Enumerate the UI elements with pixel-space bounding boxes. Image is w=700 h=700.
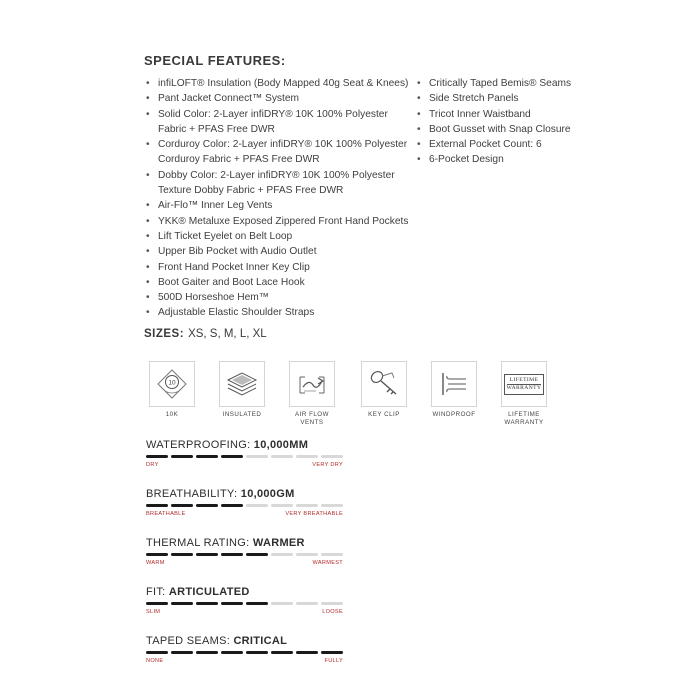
- rating-segment-empty: [296, 455, 318, 458]
- feature-item: • Tricot Inner Waistband: [417, 107, 597, 122]
- feature-item: • 500D Horseshoe Hem™: [146, 290, 411, 305]
- rating-segment-filled: [146, 651, 168, 654]
- rating-segment-filled: [171, 504, 193, 507]
- icon-label: 10K: [165, 411, 179, 418]
- rating-segment-empty: [296, 602, 318, 605]
- rating-value: CRITICAL: [233, 635, 288, 647]
- rating-segment-empty: [271, 602, 293, 605]
- icon-cell-10k: [146, 361, 198, 419]
- sizes-row: [144, 328, 267, 340]
- rating-segment-empty: [271, 504, 293, 507]
- rating-bar: [146, 455, 346, 458]
- rating-value: ARTICULATED: [168, 586, 250, 598]
- rating-segment-filled: [171, 602, 193, 605]
- rating-segment-filled: [246, 651, 268, 654]
- icon-cell-windproof: [428, 361, 480, 419]
- insulated-icon: [219, 361, 265, 407]
- feature-item: • Air-Flo™ Inner Leg Vents: [146, 198, 411, 213]
- rating-segment-filled: [221, 602, 243, 605]
- scale-high-label: FULLY: [324, 658, 343, 664]
- rating-breathability: [146, 488, 346, 517]
- rating-label: FIT:: [146, 586, 169, 598]
- rating-bar: [146, 651, 346, 654]
- icon-label: AIR FLOW VENTS: [295, 411, 329, 426]
- rating-segment-filled: [321, 651, 343, 654]
- scale-high-label: LOOSE: [322, 609, 343, 615]
- sizes-label: SIZES:: [144, 328, 185, 340]
- icon-label: INSULATED: [222, 411, 262, 418]
- feature-item: • Solid Color: 2-Layer infiDRY® 10K 100% Polyester Fabric + PFAS Free DWR: [146, 107, 411, 138]
- key-clip-icon: [361, 361, 407, 407]
- feature-item: • Boot Gusset with Snap Closure: [417, 122, 597, 137]
- rating-segment-filled: [171, 553, 193, 556]
- feature-item: • Boot Gaiter and Boot Lace Hook: [146, 275, 411, 290]
- rating-segment-empty: [321, 553, 343, 556]
- rating-segment-empty: [321, 455, 343, 458]
- warranty-badge-bottom: WARRANTY: [506, 384, 542, 391]
- rating-segment-filled: [246, 553, 268, 556]
- feature-icons: [146, 361, 556, 431]
- feature-item: • Corduroy Color: 2-Layer infiDRY® 10K 100% Polyester Corduroy Fabric + PFAS Free DWR: [146, 137, 411, 168]
- rating-segment-filled: [196, 455, 218, 458]
- rating-label: TAPED SEAMS:: [146, 635, 234, 647]
- rating-segment-empty: [321, 504, 343, 507]
- feature-item: • Front Hand Pocket Inner Key Clip: [146, 260, 411, 275]
- rating-segment-filled: [221, 455, 243, 458]
- sizes-values: XS, S, M, L, XL: [188, 328, 267, 340]
- warranty-badge-top: LIFETIME: [509, 376, 539, 383]
- rating-value: WARMER: [252, 537, 305, 549]
- rating-label: WATERPROOFING:: [146, 439, 254, 451]
- rating-bar: [146, 602, 346, 605]
- rating-waterproofing: [146, 439, 346, 468]
- icon-cell-key-clip: [358, 361, 410, 419]
- rating-segment-filled: [296, 651, 318, 654]
- icon-label: WINDPROOF: [432, 411, 476, 418]
- icon-label: LIFETIME WARRANTY: [504, 411, 544, 426]
- rating-segment-filled: [196, 504, 218, 507]
- 10k-icon: [149, 361, 195, 407]
- rating-segment-filled: [271, 651, 293, 654]
- scale-low-label: SLIM: [146, 609, 161, 615]
- rating-value: 10,000MM: [253, 439, 309, 451]
- feature-item: • YKK® Metaluxe Exposed Zippered Front Hand Pockets: [146, 214, 411, 229]
- rating-segment-filled: [196, 553, 218, 556]
- feature-item: • Side Stretch Panels: [417, 91, 597, 106]
- rating-segment-empty: [321, 602, 343, 605]
- scale-high-label: VERY BREATHABLE: [285, 511, 343, 517]
- features-list-left: [146, 76, 411, 321]
- scale-low-label: DRY: [146, 462, 159, 468]
- rating-segment-empty: [296, 553, 318, 556]
- feature-item: • 6-Pocket Design: [417, 152, 597, 167]
- rating-segment-filled: [246, 602, 268, 605]
- feature-item: • infiLOFT® Insulation (Body Mapped 40g Seat & Knees): [146, 76, 411, 91]
- rating-segment-filled: [146, 504, 168, 507]
- features-list-right: [417, 76, 597, 168]
- rating-value: 10,000GM: [240, 488, 295, 500]
- rating-label: BREATHABILITY:: [146, 488, 241, 500]
- scale-high-label: VERY DRY: [312, 462, 343, 468]
- feature-item: • External Pocket Count: 6: [417, 137, 597, 152]
- rating-bar: [146, 553, 346, 556]
- scale-low-label: BREATHABLE: [146, 511, 186, 517]
- rating-bar: [146, 504, 346, 507]
- rating-segment-filled: [196, 651, 218, 654]
- 10k-badge-text: 10: [168, 379, 176, 387]
- rating-segment-filled: [171, 455, 193, 458]
- feature-item: • Upper Bib Pocket with Audio Outlet: [146, 244, 411, 259]
- rating-segment-filled: [196, 602, 218, 605]
- rating-fit: [146, 586, 346, 615]
- scale-low-label: NONE: [146, 658, 164, 664]
- rating-segment-empty: [246, 504, 268, 507]
- rating-segment-empty: [246, 455, 268, 458]
- rating-segment-filled: [146, 553, 168, 556]
- rating-segment-empty: [296, 504, 318, 507]
- air-flow-vents-icon: [289, 361, 335, 407]
- feature-item: • Lift Ticket Eyelet on Belt Loop: [146, 229, 411, 244]
- scale-high-label: WARMEST: [312, 560, 343, 566]
- rating-segment-empty: [271, 553, 293, 556]
- lifetime-warranty-icon: [501, 361, 547, 407]
- rating-segment-filled: [221, 553, 243, 556]
- icon-cell-air-flow: [286, 361, 338, 427]
- rating-segment-empty: [271, 455, 293, 458]
- rating-thermal: [146, 537, 346, 566]
- special-features-title: SPECIAL FEATURES:: [144, 53, 286, 68]
- icon-cell-insulated: [216, 361, 268, 419]
- feature-item: • Adjustable Elastic Shoulder Straps: [146, 305, 411, 320]
- feature-item: • Dobby Color: 2-Layer infiDRY® 10K 100% Polyester Texture Dobby Fabric + PFAS Free DWR: [146, 168, 411, 199]
- rating-segment-filled: [221, 651, 243, 654]
- windproof-icon: [431, 361, 477, 407]
- rating-segment-filled: [171, 651, 193, 654]
- rating-taped-seams: [146, 635, 346, 664]
- rating-segment-filled: [146, 455, 168, 458]
- scale-low-label: WARM: [146, 560, 165, 566]
- feature-item: • Critically Taped Bemis® Seams: [417, 76, 597, 91]
- icon-cell-lifetime-warranty: [498, 361, 550, 427]
- rating-label: THERMAL RATING:: [146, 537, 253, 549]
- feature-item: • Pant Jacket Connect™ System: [146, 91, 411, 106]
- icon-label: KEY CLIP: [368, 411, 400, 418]
- rating-segment-filled: [221, 504, 243, 507]
- rating-segment-filled: [146, 602, 168, 605]
